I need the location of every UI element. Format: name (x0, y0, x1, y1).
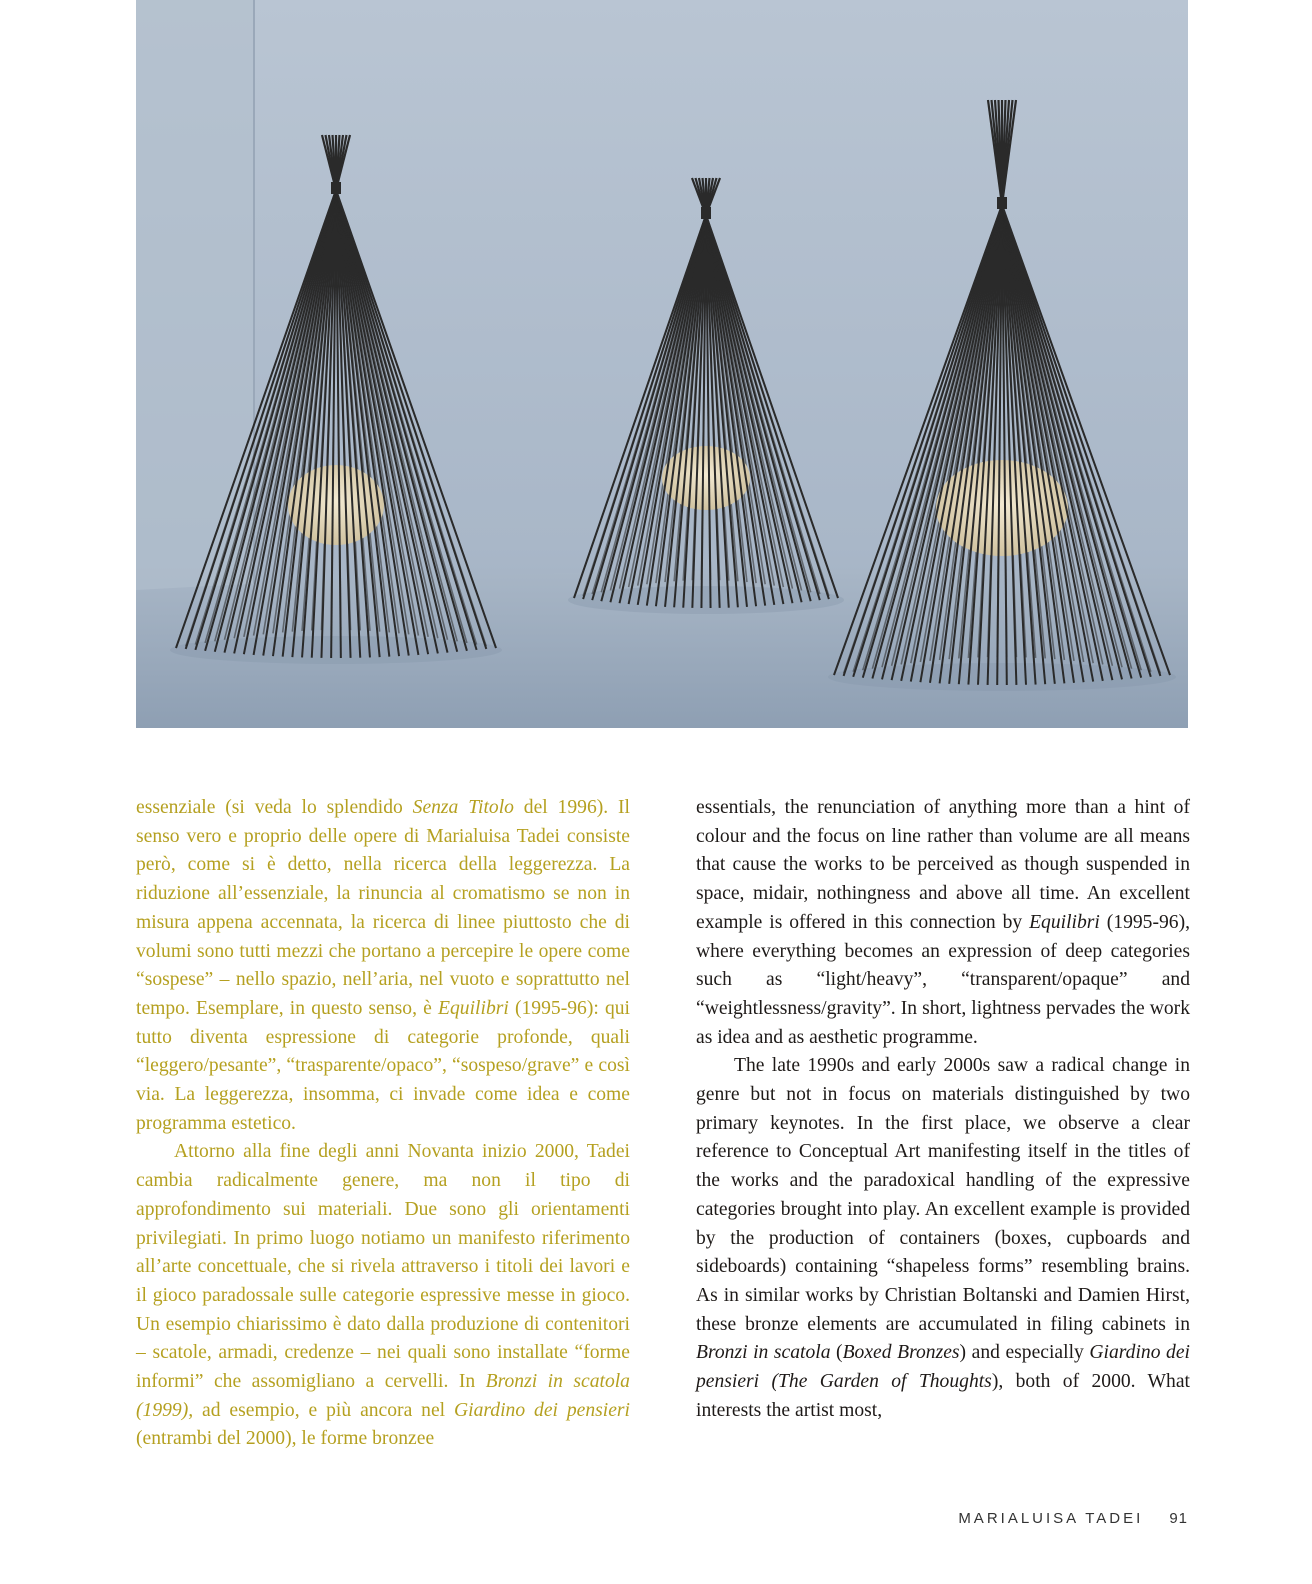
sculpture-photo-graphic (136, 0, 1188, 728)
english-paragraph-1 (696, 794, 1190, 1052)
english-paragraph-2 (696, 1052, 1190, 1425)
cone-shadow (828, 663, 1176, 691)
text-run: ) and especially (959, 1342, 1090, 1364)
text-run: Attorno alla fine degli anni Novanta inizio 2000, Tadei cambia radicalmente genere, ma non il tipo di approfondimento sui materiali. Due sono gli orientamenti privilegiati. In primo luogo notiamo un manifesto riferimento all’arte concettuale, che si rivela attraverso i titoli dei lavori e il gioco paradossale sulle categorie espressive messe in gioco. Un esempio chiarissimo è dato dalla produzione di contenitori – scatole, armadi, credenze – nei quali sono installate “forme informi” che assomigliano a cervelli. In (136, 1141, 630, 1393)
footer-author: MARIALUISA TADEI (958, 1510, 1144, 1527)
text-run: The late 1990s and early 2000s saw a radical change in genre but not in focus on materials distinguished by two primary keynotes. In the first place, we observe a clear reference to Conceptual Art manifesting itself in the titles of the works and the paradoxical handling of the expressive categories brought into play. An excellent example is provided by the production of containers (boxes, cupboards and sideboards) containing “shapeless forms” resembling brains. As in similar works by Christian Boltanski and Damien Hirst, these bronze elements are accumulated in filing cabinets in (696, 1055, 1190, 1335)
text-run: (entrambi del 2000), le forme bronzee (136, 1428, 435, 1450)
cone-binding (701, 207, 711, 219)
italic-title: Senza Titolo (412, 797, 514, 818)
page-footer (958, 1510, 1188, 1527)
page-number: 91 (1169, 1510, 1188, 1527)
text-run: ad esempio, e più ancora nel (193, 1399, 455, 1421)
italian-paragraph-1 (136, 794, 630, 1138)
text-run: ), both of 2000. What interests the artist most, (696, 1371, 1190, 1421)
italic-title: Bronzi in scatola (1999), (136, 1371, 630, 1421)
italic-title: Equilibri (1029, 911, 1100, 933)
sculpture-photo (136, 0, 1188, 728)
text-run: del 1996). Il senso vero e proprio delle opere di Marialuisa Tadei consiste però, come si è detto, nella ricerca della leggerezza. La riduzione all’essenziale, la rinuncia al cromatismo se non in misura appena accennata, la ricerca di linee piuttosto che di volumi sono tutti mezzi che portano a percepire le opere come “sospese” – nello spazio, nell’aria, nel vuoto e soprattutto nel tempo. Esemplare, in questo senso, è (136, 797, 630, 1019)
english-text-column (696, 794, 1190, 1425)
italic-title: Bronzi in scatola (696, 1342, 831, 1364)
italic-title: Giardino dei pensieri (The Garden of Thoughts (696, 1342, 1190, 1393)
italian-paragraph-2 (136, 1138, 630, 1454)
text-run: (1995-96), where everything becomes an expression of deep categories such as “light/heavy”, “transparent/opaque” and “weightlessness/gravity”. In short, lightness pervades the work as idea and as aesthetic programme. (696, 911, 1191, 1048)
text-run: essentials, the renunciation of anything more than a hint of colour and the focus on line rather than volume are all means that cause the works to be perceived as though suspended in space, midair, nothingness and above all time. An excellent example is offered in this connection by (696, 797, 1190, 933)
cone-shadow (568, 586, 844, 614)
cone-shadow (170, 636, 502, 664)
italic-title: Giardino dei pensieri (454, 1399, 631, 1421)
text-run: ( (830, 1342, 843, 1364)
cone-binding (997, 197, 1007, 209)
italic-title: Boxed Bronzes (842, 1342, 960, 1364)
italic-title: Equilibri (438, 997, 509, 1019)
text-run: essenziale (si veda lo splendido (136, 797, 413, 818)
italian-text-column (136, 794, 630, 1454)
cone-binding (331, 182, 341, 194)
text-run: (1995-96): qui tutto diventa espressione di categorie profonde, quali “leggero/pesante”, “trasparente/opaco”, “sospeso/grave” e così via. La leggerezza, insomma, ci invade come idea e come programma estetico. (136, 997, 630, 1134)
